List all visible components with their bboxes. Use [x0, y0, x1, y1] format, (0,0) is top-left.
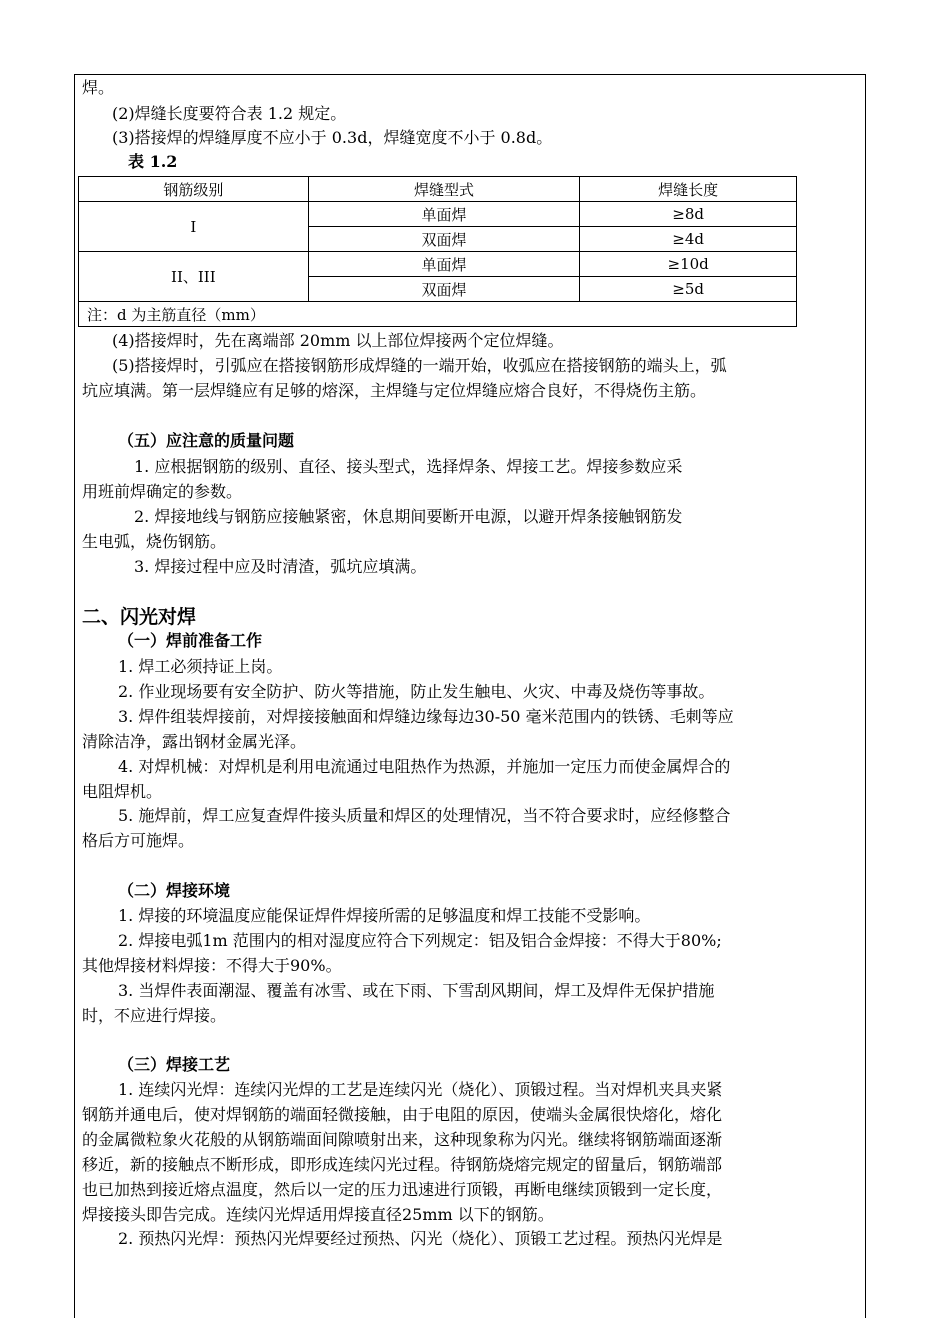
text-line: 2. 焊接电弧1m 范围内的相对湿度应符合下列规定：铝及铝合金焊接：不得大于80%;	[118, 931, 722, 950]
text-line: 焊。	[82, 78, 115, 97]
table-cell: 双面焊	[308, 277, 580, 302]
table-cell: 单面焊	[308, 252, 580, 277]
section-title: （三）焊接工艺	[118, 1055, 231, 1074]
table-caption: 表 1.2	[128, 152, 178, 171]
section-title: （二）焊接环境	[118, 881, 231, 900]
table-cell: ≥5d	[580, 277, 797, 302]
text-line: 清除洁净，露出钢材金属光泽。	[82, 732, 307, 751]
table-header-row	[79, 177, 797, 202]
text-line: 钢筋并通电后，使对焊钢筋的端面轻微接触，由于电阻的原因，使端头金属很快熔化，熔化	[82, 1105, 723, 1124]
text-line: 焊接接头即告完成。连续闪光焊适用焊接直径25mm 以下的钢筋。	[82, 1205, 554, 1224]
text-line: (4)搭接焊时，先在离端部 20mm 以上部位焊接两个定位焊缝。	[112, 331, 564, 350]
weld-length-table	[78, 176, 797, 327]
text-line: 也已加热到接近熔点温度，然后以一定的压力迅速进行顶锻，再断电继续顶锻到一定长度，	[82, 1180, 723, 1199]
section-title: （五）应注意的质量问题	[118, 431, 295, 450]
text-line: 时，不应进行焊接。	[82, 1006, 227, 1025]
grade-cell: I	[79, 202, 309, 252]
table-note: 注：d 为主筋直径（mm）	[79, 302, 797, 327]
table-cell: 单面焊	[308, 202, 580, 227]
text-line: 生电弧，烧伤钢筋。	[82, 532, 227, 551]
text-line: 的金属微粒象火花般的从钢筋端面间隙喷射出来，这种现象称为闪光。继续将钢筋端面逐渐	[82, 1130, 723, 1149]
table-header: 钢筋级别	[79, 177, 309, 202]
text-line: 1. 焊工必须持证上岗。	[118, 657, 283, 676]
text-line: 2. 作业现场要有安全防护、防火等措施，防止发生触电、火灾、中毒及烧伤等事故。	[118, 682, 715, 701]
text-line: 3. 当焊件表面潮湿、覆盖有冰雪、或在下雨、下雪刮风期间，焊工及焊件无保护措施	[118, 981, 715, 1000]
table-row	[79, 252, 797, 277]
table-cell: ≥4d	[580, 227, 797, 252]
table-row	[79, 202, 797, 227]
text-line: 2. 焊接地线与钢筋应接触紧密，休息期间要断开电源，以避开焊条接触钢筋发	[134, 507, 683, 526]
grade-cell: II、III	[79, 252, 309, 302]
table-header: 焊缝长度	[580, 177, 797, 202]
text-line: 电阻焊机。	[82, 782, 163, 801]
text-line: 3. 焊件组装焊接前，对焊接接触面和焊缝边缘每边30-50 毫米范围内的铁锈、毛刺等应	[118, 707, 734, 726]
text-line: 1. 连续闪光焊：连续闪光焊的工艺是连续闪光（烧化）、顶锻过程。当对焊机夹具夹紧	[118, 1080, 723, 1099]
text-line: 坑应填满。第一层焊缝应有足够的熔深，主焊缝与定位焊缝应熔合良好，不得烧伤主筋。	[82, 381, 707, 400]
text-line: 其他焊接材料焊接：不得大于90%。	[82, 956, 342, 975]
text-line: 4. 对焊机械：对焊机是利用电流通过电阻热作为热源，并施加一定压力而使金属焊合的	[118, 757, 731, 776]
text-line: 5. 施焊前，焊工应复查焊件接头质量和焊区的处理情况，当不符合要求时，应经修整合	[118, 806, 731, 825]
text-line: 1. 应根据钢筋的级别、直径、接头型式，选择焊条、焊接工艺。焊接参数应采	[134, 457, 683, 476]
table-cell: ≥10d	[580, 252, 797, 277]
text-line: 3. 焊接过程中应及时清渣，弧坑应填满。	[134, 557, 427, 576]
table-note-row	[79, 302, 797, 327]
text-line: (2)焊缝长度要符合表 1.2 规定。	[112, 104, 347, 123]
text-line: 2. 预热闪光焊：预热闪光焊要经过预热、闪光（烧化）、顶锻工艺过程。预热闪光焊是	[118, 1229, 723, 1248]
text-line: 格后方可施焊。	[82, 831, 195, 850]
text-line: 用班前焊确定的参数。	[82, 482, 243, 501]
text-line: 1. 焊接的环境温度应能保证焊件焊接所需的足够温度和焊工技能不受影响。	[118, 906, 651, 925]
text-line: (5)搭接焊时，引弧应在搭接钢筋形成焊缝的一端开始，收弧应在搭接钢筋的端头上，弧	[112, 356, 727, 375]
part-title: 二、闪光对焊	[82, 606, 197, 628]
table-cell: ≥8d	[580, 202, 797, 227]
section-title: （一）焊前准备工作	[118, 631, 263, 650]
text-line: (3)搭接焊的焊缝厚度不应小于 0.3d，焊缝宽度不小于 0.8d。	[112, 128, 553, 147]
table-cell: 双面焊	[308, 227, 580, 252]
text-line: 移近，新的接触点不断形成，即形成连续闪光过程。待钢筋烧熔完规定的留量后，钢筋端部	[82, 1155, 723, 1174]
table-header: 焊缝型式	[308, 177, 580, 202]
